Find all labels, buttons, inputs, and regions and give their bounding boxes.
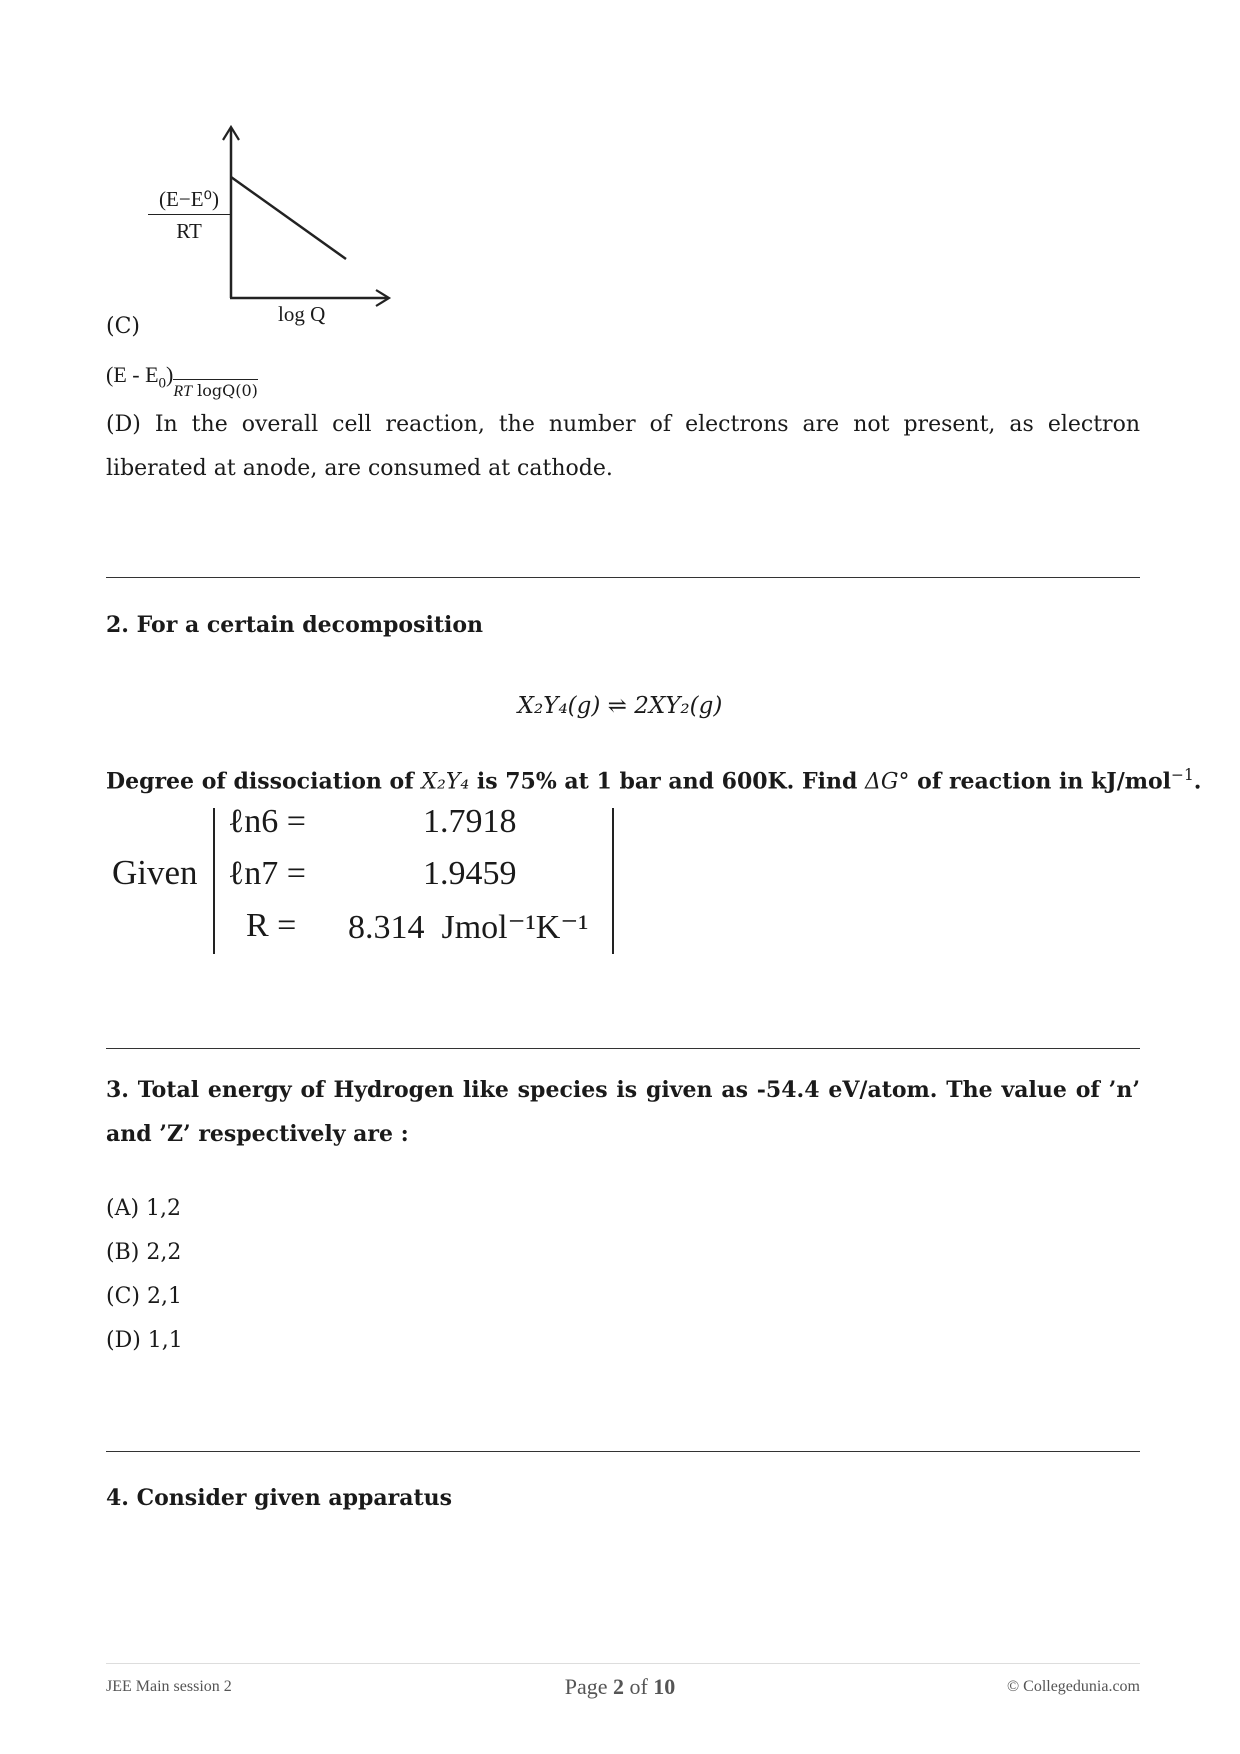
given-right-bar xyxy=(612,808,614,954)
formula-denominator xyxy=(173,379,258,401)
q2-question-pre: Degree of dissociation of xyxy=(106,768,422,795)
formula-sub: 0 xyxy=(158,375,167,392)
graph-x-label: log Q xyxy=(278,302,326,326)
footer-page-total: 10 xyxy=(653,1674,676,1699)
formula-close: ) xyxy=(166,362,174,387)
q3-option-c: (C) 2,1 xyxy=(106,1284,182,1309)
graph-y-label-numerator: (E−E⁰) xyxy=(148,187,230,215)
q2-question-post: is 75% at 1 bar and 600K. Find xyxy=(469,768,866,795)
graph-line xyxy=(231,177,346,259)
formula-denom-italic: RT xyxy=(173,383,193,400)
footer-right: © Collegedunia.com xyxy=(1006,1678,1140,1695)
separator-3 xyxy=(106,1451,1140,1452)
cell-potential-graph xyxy=(0,0,420,330)
separator-2 xyxy=(106,1048,1140,1049)
given-row-1-rhs: 1.7918 xyxy=(423,803,517,840)
footer-left: JEE Main session 2 xyxy=(106,1678,232,1695)
footer-rule xyxy=(106,1663,1140,1664)
given-left-bar xyxy=(213,808,215,954)
q2-question-species: X₂Y₄ xyxy=(421,769,470,795)
option-c-label: (C) xyxy=(106,314,140,339)
given-row-2-lhs: ℓn7 = xyxy=(228,855,306,892)
given-row-2-rhs: 1.9459 xyxy=(423,855,517,892)
formula-denom-rest: logQ(0) xyxy=(192,381,258,400)
option-c-formula xyxy=(106,362,258,401)
q3-option-d: (D) 1,1 xyxy=(106,1328,183,1353)
q2-heading: 2. For a certain decomposition xyxy=(106,612,484,638)
q4-heading: 4. Consider given apparatus xyxy=(106,1485,453,1511)
q2-question-period: . xyxy=(1193,768,1202,795)
formula-prefix: (E - E xyxy=(106,362,159,387)
footer-page-mid: of xyxy=(623,1674,654,1699)
footer-page-current: 2 xyxy=(612,1674,624,1699)
given-row-3-rhs: 8.314 Jmol⁻¹K⁻¹ xyxy=(348,909,589,946)
given-row-3-lhs: R = xyxy=(246,907,297,944)
q3-option-a: (A) 1,2 xyxy=(106,1196,182,1221)
q3-option-b: (B) 2,2 xyxy=(106,1240,182,1265)
option-d-text: (D) In the overall cell reaction, the number of electrons are not present, as electron liberated at anode, are consumed at cathode. xyxy=(106,412,1140,481)
q2-question xyxy=(106,753,1201,804)
given-label: Given xyxy=(112,853,198,892)
q2-question-sup: −1 xyxy=(1171,766,1194,784)
q3-heading: 3. Total energy of Hydrogen like species is given as -54.4 eV/atom. The value of ’n’ and ’Z’ respectively are : xyxy=(106,1077,1140,1147)
graph-y-label-denominator: RT xyxy=(176,219,202,243)
q2-reaction: X₂Y₄(g) ⇌ 2XY₂(g) xyxy=(517,693,723,719)
given-row-1-lhs: ℓn6 = xyxy=(228,803,306,840)
q2-question-delta: ΔG° xyxy=(865,769,910,795)
separator-1 xyxy=(106,577,1140,578)
footer-page-prefix: Page xyxy=(564,1674,613,1699)
q2-question-end: of reaction in kJ/mol xyxy=(909,768,1172,795)
